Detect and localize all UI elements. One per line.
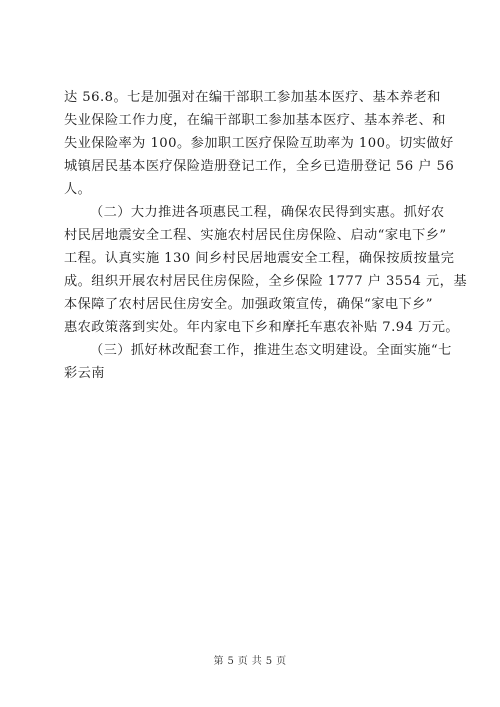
text-line: 彩云南 [64, 366, 105, 381]
text-line: 失业保险率为 100。参加职工医疗保险互助率为 100。切实做好 [64, 136, 454, 151]
document-body [64, 86, 467, 385]
text-line: 成。组织开展农村居民住房保险，全乡保险 1777 户 3554 元，基 [64, 274, 467, 289]
text-line: 本保障了农村居民住房安全。加强政策宣传，确保“家电下乡” [64, 297, 433, 312]
page-number-footer: 第 5 页 共 5 页 [213, 656, 287, 667]
text-line: 城镇居民基本医疗保险造册登记工作，全乡已造册登记 56 户 56 [64, 159, 455, 174]
text-line: 工程。认真实施 130 间乡村民居地震安全工程，确保按质按量完 [64, 251, 455, 266]
text-line: 惠农政策落到实处。年内家电下乡和摩托车惠农补贴 7.94 万元。 [64, 320, 460, 335]
text-line: 人。 [64, 182, 92, 197]
text-line: 达 56.8。七是加强对在编干部职工参加基本医疗、基本养老和 [64, 90, 441, 105]
text-line: 失业保险工作力度，在编干部职工参加基本医疗、基本养老、和 [64, 113, 446, 128]
paragraph-start-line: （三）抓好林改配套工作，推进生态文明建设。全面实施“七 [90, 343, 452, 358]
paragraph-start-line: （二）大力推进各项惠民工程，确保农民得到实惠。抓好农 [90, 205, 445, 220]
text-line: 村民居地震安全工程、实施农村居民住房保险、启动“家电下乡” [64, 228, 447, 243]
